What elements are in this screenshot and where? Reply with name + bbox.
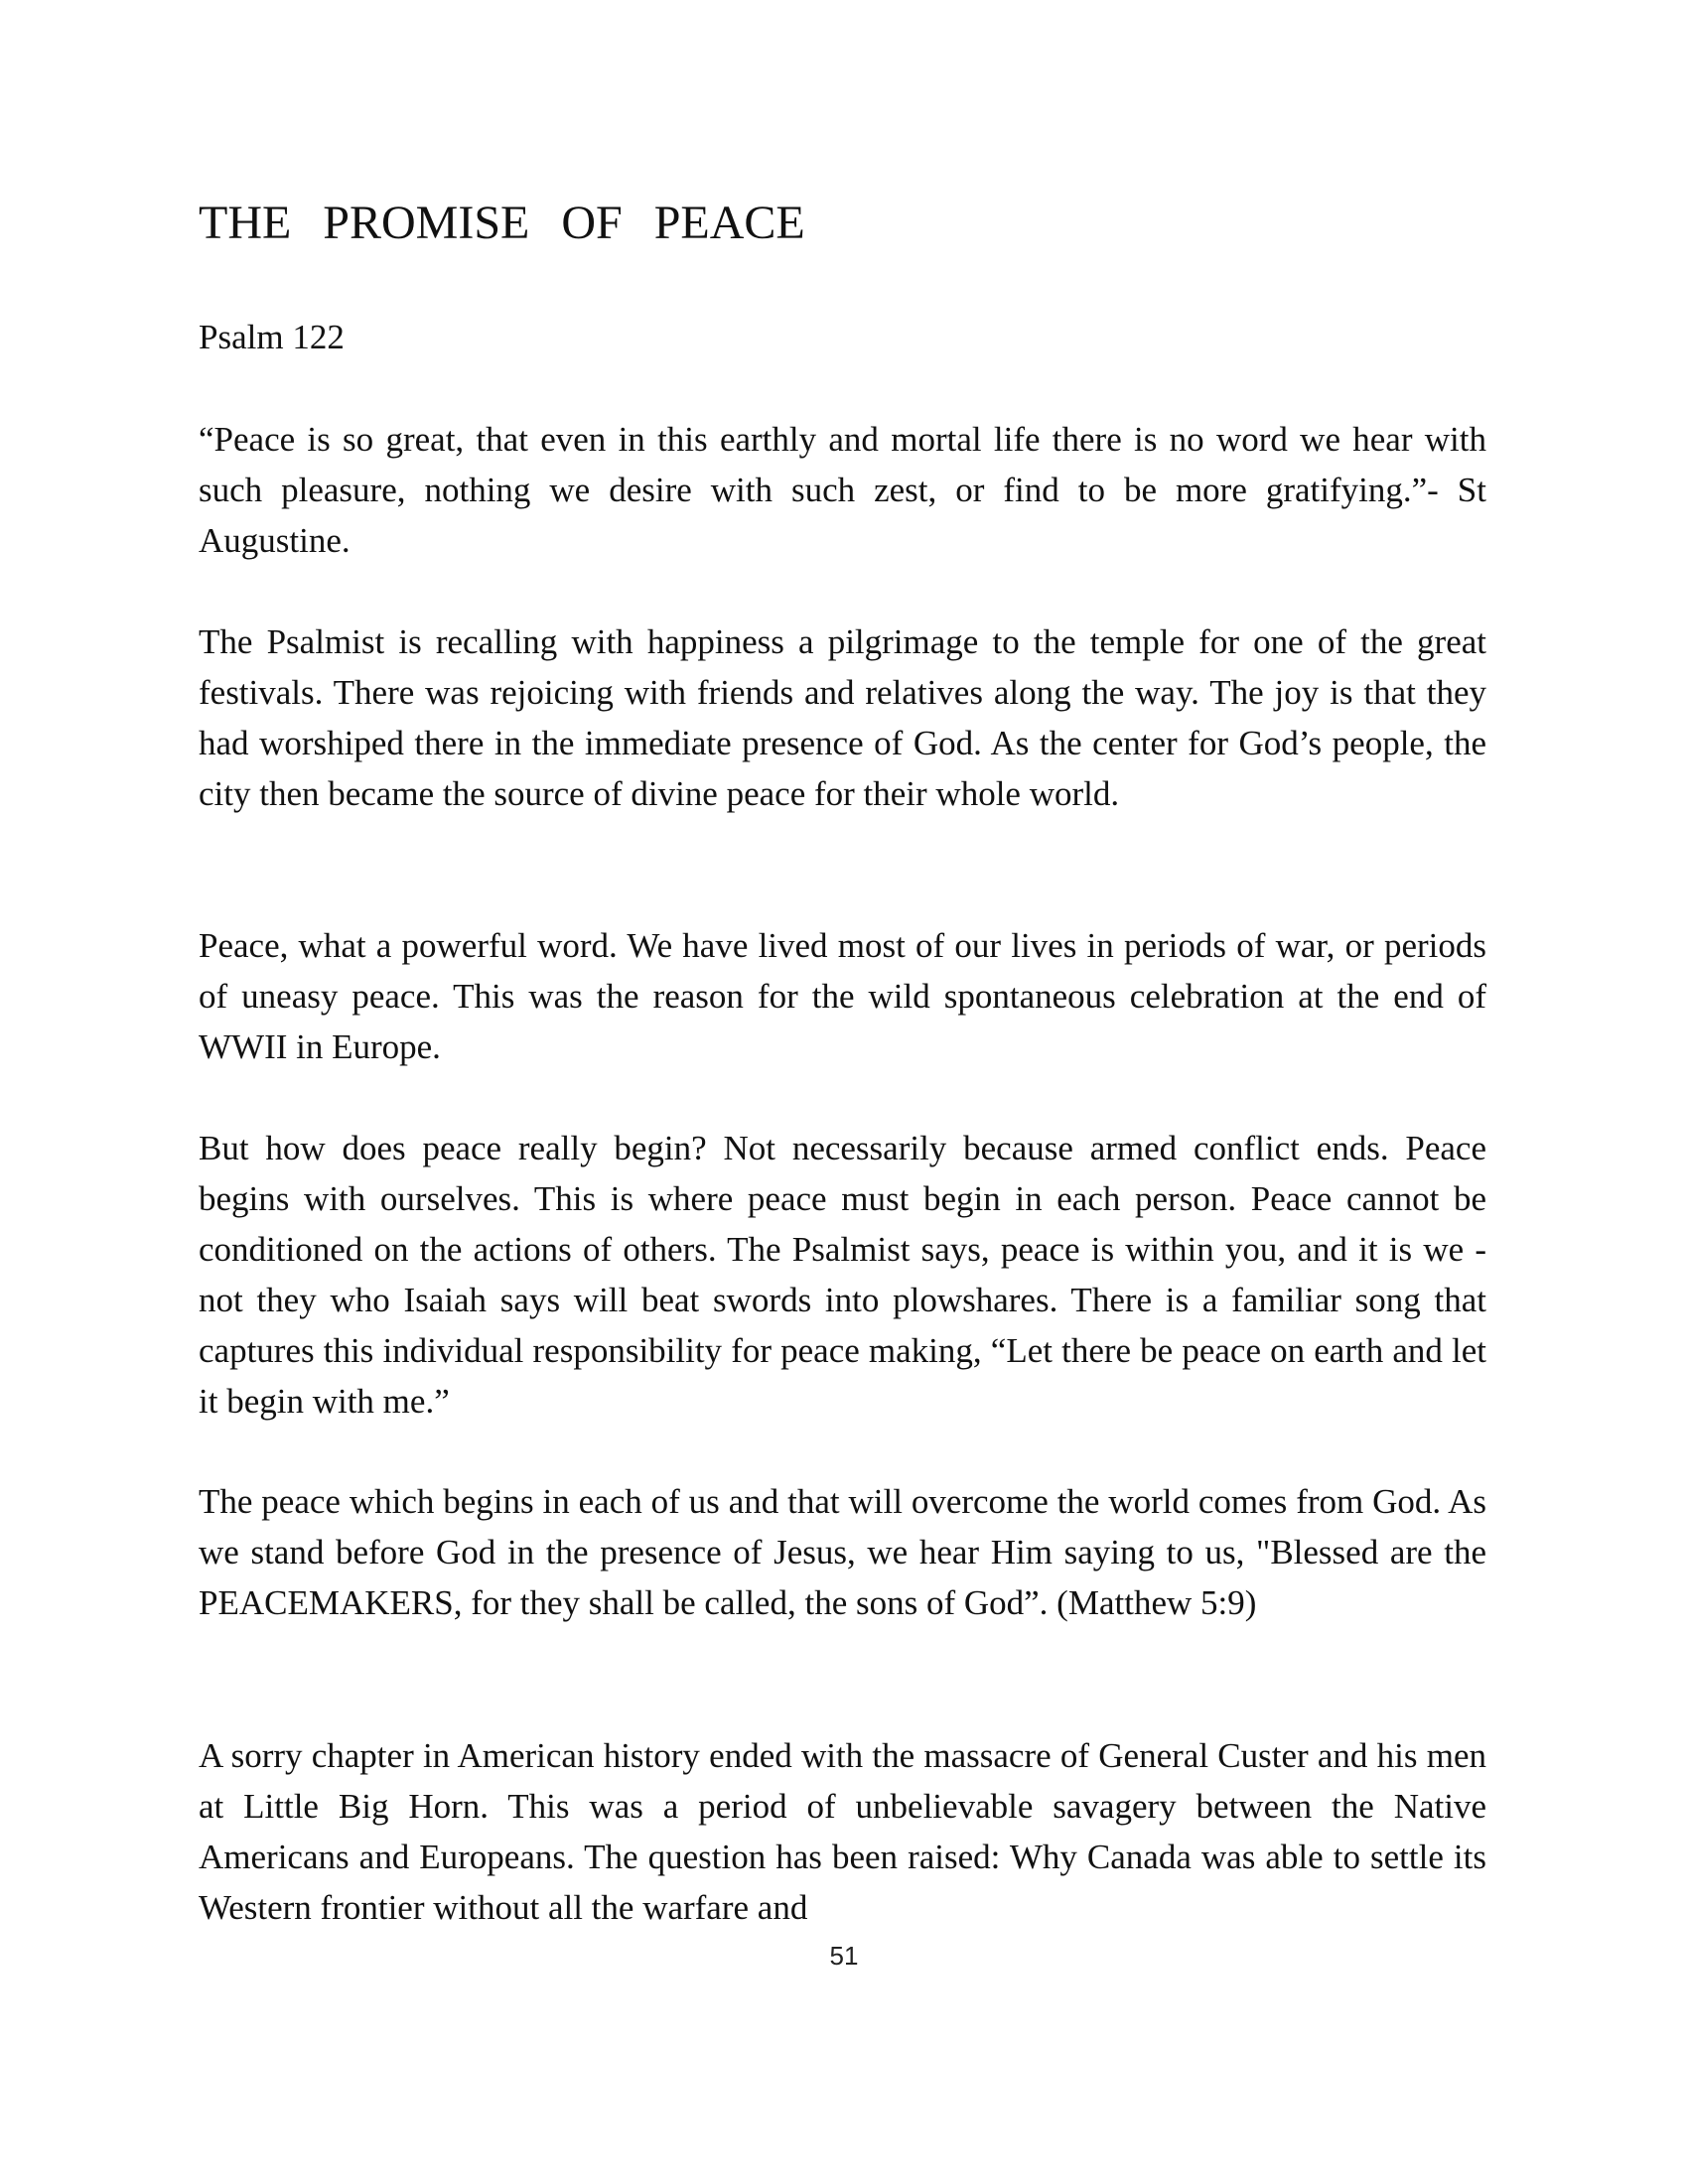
page-number: 51 <box>829 1941 859 1971</box>
quote-paragraph: “Peace is so great, that even in this earthly and mortal life there is no word we hear with such pleasure, nothing we desire with such zest, or find to be more gratifying.”- St Augustine. <box>199 420 1486 560</box>
body-paragraph: A sorry chapter in American history ended with the massacre of General Custer and his men at Little Big Horn. This was a period of unbelievable savagery between the Native Americans and Europeans. The question has been raised: Why Canada was able to settle its Western frontier without all the warfare and <box>199 1736 1486 1927</box>
body-paragraph: The Psalmist is recalling with happiness a pilgrimage to the temple for one of the great festivals. There was rejoicing with friends and relatives along the way. The joy is that they had worshiped there in the immediate presence of God. As the center for God’s people, the city then became the source of divine peace for their whole world. <box>199 622 1486 813</box>
body-paragraph: But how does peace really begin? Not necessarily because armed conflict ends. Peace begins with ourselves. This is where peace must begin in each person. Peace cannot be conditioned on the actions of others. The Psalmist says, peace is within you, and it is we - not they who Isaiah says will beat swords into plowshares. There is a familiar song that captures this individual responsibility for peace making, “Let there be peace on earth and let it begin with me.” <box>199 1129 1486 1421</box>
page-title: THE PROMISE OF PEACE <box>199 197 805 249</box>
body-paragraph: The peace which begins in each of us and that will overcome the world comes from God. As we stand before God in the presence of Jesus, we hear Him saying to us, "Blessed are the PEACEMAKERS, for they shall be called, the sons of God”. (Matthew 5:9) <box>199 1482 1486 1622</box>
body-paragraph: Peace, what a powerful word. We have lived most of our lives in periods of war, or periods of uneasy peace. This was the reason for the wild spontaneous celebration at the end of WWII in Europe. <box>199 926 1486 1066</box>
scripture-reference: Psalm 122 <box>199 318 345 356</box>
